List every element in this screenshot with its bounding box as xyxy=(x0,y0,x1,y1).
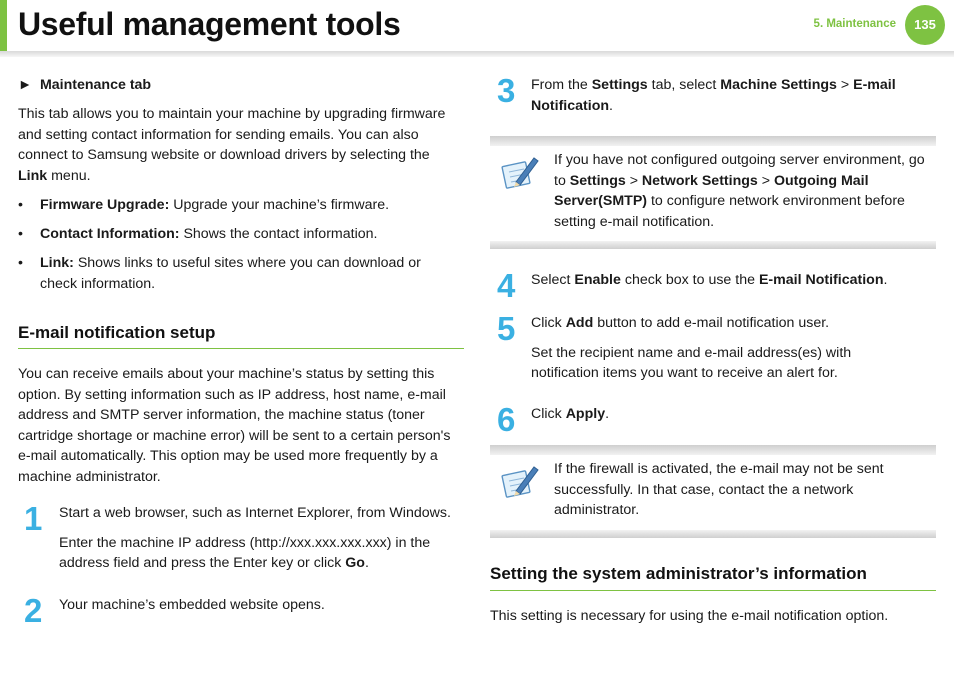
bullet-mark: • xyxy=(18,255,23,271)
step-text: . xyxy=(605,406,610,422)
step-text: address field and press the Enter key or click xyxy=(59,555,346,571)
step-number-3: 3 xyxy=(497,72,516,109)
step-number-6: 6 xyxy=(497,401,516,438)
step-4-text xyxy=(531,270,936,291)
note-line xyxy=(554,191,938,212)
step-2-text: Your machine’s embedded website opens. xyxy=(59,597,325,613)
bullet-term: Firmware Upgrade: xyxy=(40,197,170,213)
note-top-rule xyxy=(490,136,936,146)
go-term: Go xyxy=(345,555,365,571)
step-text: check box to use the xyxy=(620,272,759,288)
step-text: . xyxy=(609,97,613,114)
step-text: Select xyxy=(531,272,575,288)
email-notification-heading: E-mail notification setup xyxy=(18,323,216,342)
link-menu-term: Link xyxy=(18,167,48,184)
bullet-firmware-upgrade xyxy=(40,195,389,216)
maintenance-intro xyxy=(18,104,468,186)
intro-line xyxy=(18,166,468,187)
add-term: Add xyxy=(565,315,594,331)
step-6-text xyxy=(531,404,609,425)
heading-rule xyxy=(490,590,936,591)
note-line: If you have not configured outgoing server environment, go xyxy=(554,152,925,168)
intro-line: connect to Samsung website or download drivers by selecting the xyxy=(18,147,430,163)
step-line: notification items you want to receive an alert for. xyxy=(531,365,838,381)
note-text xyxy=(554,459,938,521)
outgoing-mail-term: Outgoing Mail xyxy=(773,172,869,189)
step-5-text xyxy=(531,313,936,384)
email-intro xyxy=(18,364,468,487)
enable-term: Enable xyxy=(574,272,621,288)
note-box-smtp xyxy=(490,136,936,249)
email-intro-line: machine administrator. xyxy=(18,468,161,485)
step-number-5: 5 xyxy=(497,310,516,347)
heading-rule xyxy=(18,348,464,349)
bullet-term: Link: xyxy=(40,255,74,271)
note-text-part: to xyxy=(554,172,570,189)
bullet-desc: Shows links to useful sites where you can download or xyxy=(73,255,421,271)
bullet-term: Contact Information: xyxy=(40,226,180,242)
email-intro-line: You can receive emails about your machine’s status by setting this xyxy=(18,366,435,382)
note-bottom-rule xyxy=(490,241,936,249)
step-number-2: 2 xyxy=(24,592,43,629)
step-text: Click xyxy=(531,315,566,331)
step-line: Start a web browser, such as Internet Explorer, from Windows. xyxy=(59,505,451,521)
email-intro-line: option. By setting information such as IP address, host name, e-mail xyxy=(18,386,446,403)
note-pencil-icon xyxy=(498,152,542,192)
note-top-rule xyxy=(490,445,936,455)
smtp-term: Server(SMTP) xyxy=(554,193,648,209)
intro-line: and setting contact information for sending emails. You can also xyxy=(18,126,419,143)
admin-info-heading: Setting the system administrator’s information xyxy=(490,564,867,583)
step-line: Set the recipient name and e-mail address(es) with xyxy=(531,344,852,361)
note-line xyxy=(554,171,938,192)
bullet-contact-information xyxy=(40,224,377,245)
intro-text: menu. xyxy=(47,167,91,184)
bullet-desc: Upgrade your machine’s firmware. xyxy=(169,197,390,213)
email-intro-line: address and SMTP server information, the machine status (toner xyxy=(18,407,425,423)
note-box-firewall xyxy=(490,445,936,538)
admin-info-text: This setting is necessary for using the e-mail notification option. xyxy=(490,608,889,624)
email-notification-term: Notification xyxy=(531,97,610,114)
header-accent-bar xyxy=(0,0,7,51)
apply-term: Apply xyxy=(565,406,606,422)
bullet-mark: • xyxy=(18,226,23,242)
step-number-4: 4 xyxy=(497,267,516,304)
email-intro-line: e-mail automatically. This option may be used more frequently by a xyxy=(18,448,438,464)
step-text: button to add e-mail notification user. xyxy=(593,315,830,331)
maintenance-tab-heading xyxy=(18,75,151,96)
header-rule xyxy=(0,51,954,57)
bullet-mark: • xyxy=(18,197,23,213)
email-notification-term: E-mail Notification xyxy=(758,272,884,288)
step-text: > xyxy=(836,77,854,93)
step-text: From the xyxy=(531,77,592,93)
heading-text: Maintenance tab xyxy=(39,77,152,93)
step-line xyxy=(59,553,469,574)
note-line: If the firewall is activated, the e-mail may not be sent xyxy=(554,461,884,477)
email-notification-term: E-mail xyxy=(853,77,896,93)
settings-term: Settings xyxy=(591,77,648,93)
note-line: successfully. In that case, contact the a network xyxy=(554,481,854,498)
step-text: tab, select xyxy=(647,77,721,93)
section-label: 5. Maintenance xyxy=(813,18,896,30)
note-pencil-icon xyxy=(498,461,542,501)
page-number-badge: 135 xyxy=(905,5,945,45)
note-text-part: to configure network environment before xyxy=(647,193,905,209)
step-text: Click xyxy=(531,406,566,422)
email-intro-line: cartridge shortage or machine error) will be sent to a certain person's xyxy=(18,427,451,444)
note-bottom-rule xyxy=(490,530,936,538)
note-text-part: > xyxy=(625,172,642,189)
network-settings-term: Network Settings xyxy=(641,172,758,189)
step-3-text xyxy=(531,75,936,116)
bullet-desc: Shows the contact information. xyxy=(179,226,378,242)
note-text-part: > xyxy=(757,172,774,189)
bullet-link xyxy=(40,253,421,294)
settings-term: Settings xyxy=(569,172,626,189)
step-line: Enter the machine IP address (http://xxx.xxx.xxx.xxx) in the xyxy=(59,534,431,551)
machine-settings-term: Machine Settings xyxy=(720,77,837,93)
step-number-1: 1 xyxy=(24,500,43,537)
step-text: . xyxy=(364,555,369,571)
note-line: setting e-mail notification. xyxy=(554,213,715,230)
note-line: administrator. xyxy=(554,502,640,518)
intro-line: This tab allows you to maintain your machine by upgrading firmware xyxy=(18,106,446,122)
bullet-desc: check information. xyxy=(40,275,156,292)
step-1-text xyxy=(59,503,469,574)
heading-marker: ► xyxy=(18,77,33,93)
step-text: . xyxy=(883,272,888,288)
note-text xyxy=(554,150,938,232)
page-title: Useful management tools xyxy=(18,6,401,42)
